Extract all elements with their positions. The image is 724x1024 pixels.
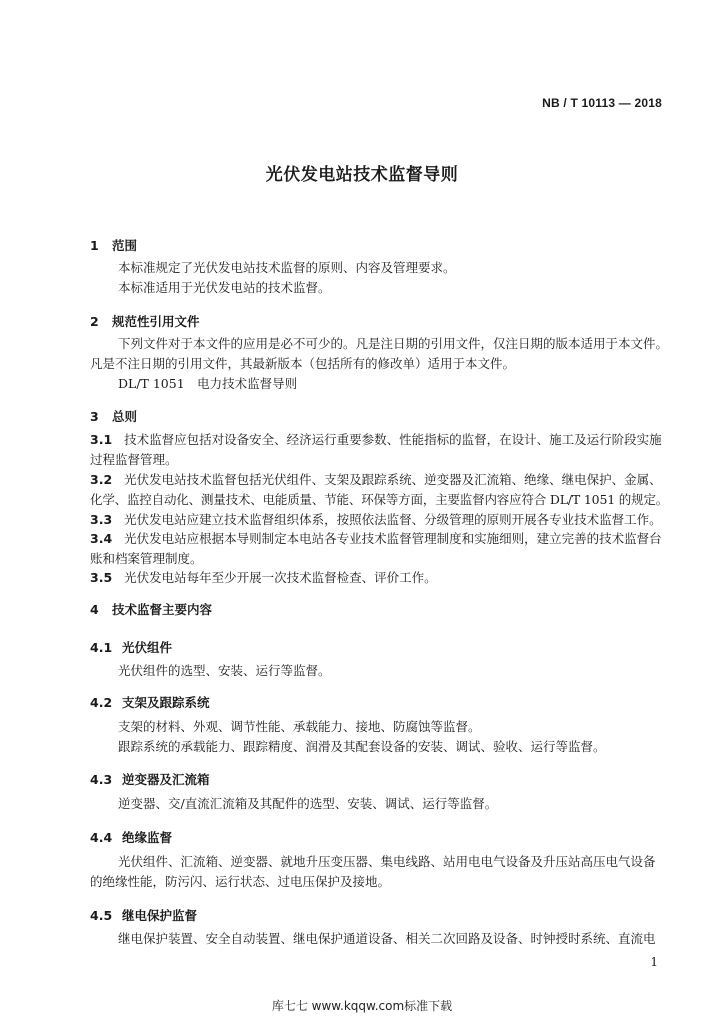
section-title: 规范性引用文件 (112, 314, 200, 329)
paragraph: 本标准适用于光伏发电站的技术监督。 (118, 280, 331, 295)
clause-text: 光伏发电站技术监督包括光伏组件、支架及跟踪系统、逆变器及汇流箱、绝缘、继电保护、金属、 (124, 472, 662, 487)
page-title: 光伏发电站技术监督导则 (265, 165, 459, 185)
clause-3-1 (90, 431, 662, 449)
clause-3-2-continued: 化学、监控自动化、测量技术、电能质量、节能、环保等方面，主要监督内容应符合 DL/T 1051 的规定。 (90, 492, 669, 507)
section-number: 1 (90, 238, 99, 253)
paragraph: 跟踪系统的承载能力、跟踪精度、润滑及其配套设备的安装、调试、验收、运行等监督。 (118, 739, 606, 754)
page-number: 1 (650, 955, 658, 969)
subsection-title: 光伏组件 (122, 640, 173, 655)
subsection-title: 继电保护监督 (122, 908, 198, 923)
section-4-heading (90, 600, 212, 618)
subsection-number: 4.2 (90, 695, 113, 710)
subsection-number: 4.4 (90, 830, 113, 845)
subsection-4-1-heading (90, 638, 172, 656)
document-code: NB / T 10113 — 2018 (542, 96, 662, 110)
clause-number: 3.2 (90, 472, 113, 487)
paragraph: 光伏组件、汇流箱、逆变器、就地升压变压器、集电线路、站用电电气设备及升压站高压电气设备 (118, 854, 656, 869)
clause-3-4 (90, 530, 662, 548)
subsection-number: 4.1 (90, 640, 113, 655)
subsection-4-4-heading (90, 828, 172, 846)
section-title: 范围 (112, 238, 138, 253)
section-2-heading (90, 312, 200, 330)
clause-number: 3.3 (90, 512, 113, 527)
subsection-number: 4.5 (90, 908, 113, 923)
paragraph: 逆变器、交/直流汇流箱及其配件的选型、安装、调试、运行等监督。 (118, 796, 498, 811)
paragraph: 本标准规定了光伏发电站技术监督的原则、内容及管理要求。 (118, 260, 456, 275)
paragraph: 继电保护装置、安全自动装置、继电保护通道设备、相关二次回路及设备、时钟授时系统、直流电 (118, 931, 656, 946)
subsection-4-2-heading (90, 693, 210, 711)
clause-number: 3.1 (90, 432, 113, 447)
section-number: 4 (90, 602, 99, 617)
section-number: 3 (90, 409, 99, 424)
paragraph-continued: 的绝缘性能，防污闪、运行状态、过电压保护及接地。 (90, 874, 391, 889)
section-number: 2 (90, 314, 99, 329)
section-title: 技术监督主要内容 (112, 602, 213, 617)
subsection-4-3-heading (90, 770, 210, 788)
section-1-heading (90, 236, 137, 254)
watermark-footer: 库七七 www.kqqw.com标准下载 (271, 999, 453, 1013)
paragraph: 光伏组件的选型、安装、运行等监督。 (118, 663, 331, 678)
subsection-title: 逆变器及汇流箱 (122, 772, 210, 787)
subsection-title: 绝缘监督 (122, 830, 173, 845)
clause-3-3 (90, 511, 662, 529)
normative-reference: DL/T 1051 电力技术监督导则 (118, 376, 298, 391)
clause-text: 技术监督应包括对设备安全、经济运行重要参数、性能指标的监督，在设计、施工及运行阶段实施 (124, 432, 662, 447)
clause-number: 3.4 (90, 531, 113, 546)
clause-3-5 (90, 569, 437, 587)
clause-text: 光伏发电站每年至少开展一次技术监督检查、评价工作。 (124, 570, 437, 585)
clause-number: 3.5 (90, 570, 113, 585)
clause-3-1-continued: 过程监督管理。 (90, 452, 178, 467)
clause-3-4-continued: 账和档案管理制度。 (90, 551, 203, 566)
subsection-number: 4.3 (90, 772, 113, 787)
section-3-heading (90, 407, 137, 425)
clause-text: 光伏发电站应建立技术监督组织体系，按照依法监督、分级管理的原则开展各专业技术监督工作。 (124, 512, 662, 527)
subsection-4-5-heading (90, 906, 197, 924)
paragraph: 下列文件对于本文件的应用是必不可少的。凡是注日期的引用文件，仅注日期的版本适用于本文件。 (118, 336, 669, 351)
paragraph: 支架的材料、外观、调节性能、承载能力、接地、防腐蚀等监督。 (118, 719, 481, 734)
clause-text: 光伏发电站应根据本导则制定本电站各专业技术监督管理制度和实施细则，建立完善的技术监督台 (124, 531, 662, 546)
section-title: 总则 (112, 409, 138, 424)
subsection-title: 支架及跟踪系统 (122, 695, 210, 710)
clause-3-2 (90, 471, 662, 489)
paragraph: 凡是不注日期的引用文件，其最新版本（包括所有的修改单）适用于本文件。 (90, 356, 516, 371)
